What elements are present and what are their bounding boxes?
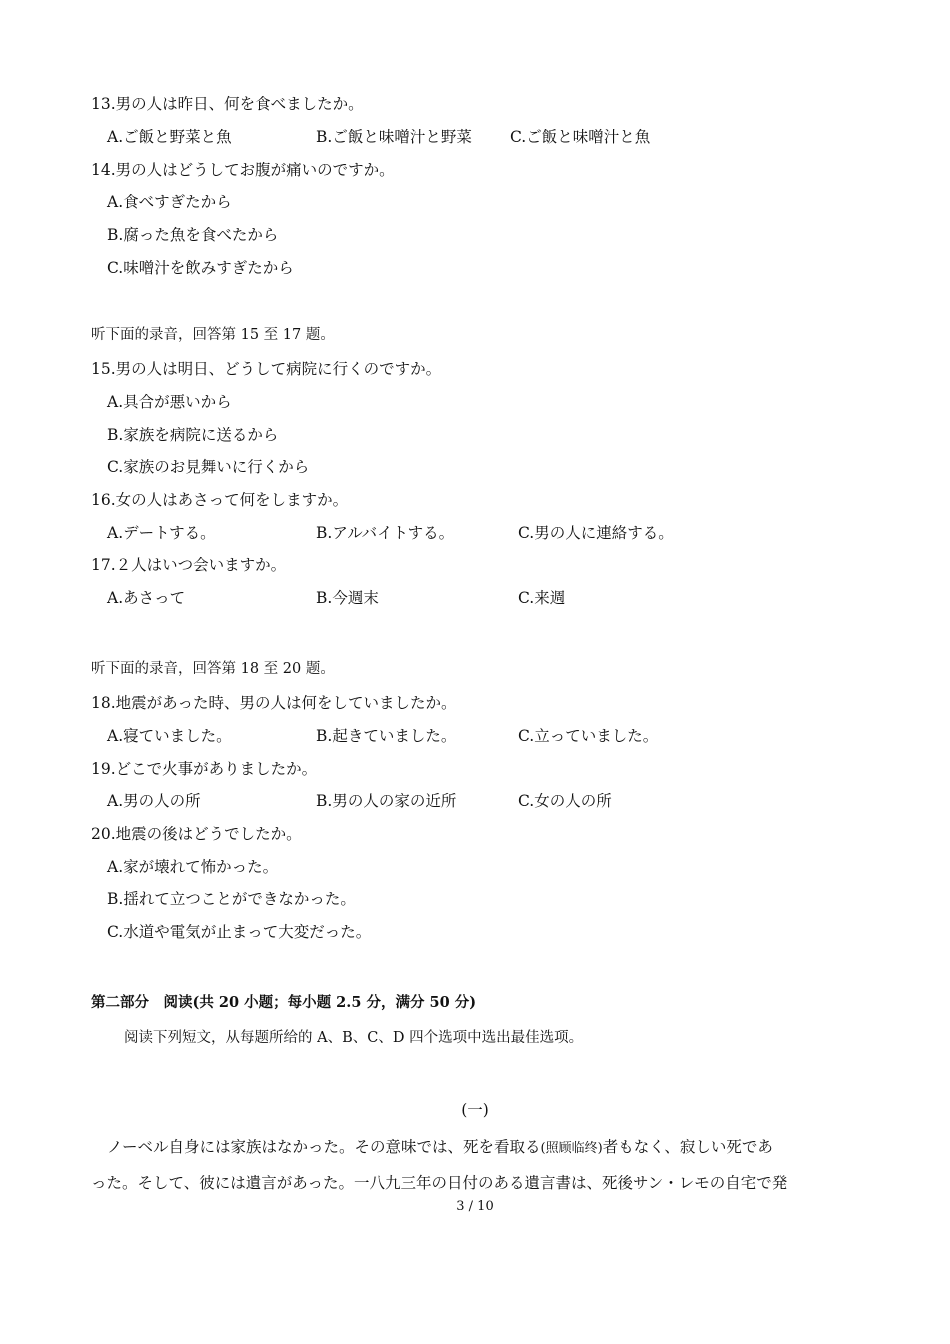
- question-14: 14.男の人はどうしてお腹が痛いのですか。: [91, 161, 395, 179]
- q20-option-c: C.水道や電気が止まって大変だった。: [107, 923, 372, 941]
- q16-option-a: A.デートする。: [107, 524, 216, 542]
- question-13: 13.男の人は昨日、何を食べましたか。: [91, 95, 364, 113]
- passage-line-1: [107, 1135, 773, 1157]
- q20-option-a: A.家が壊れて怖かった。: [107, 858, 279, 876]
- q13-option-b: B.ご飯と味噌汁と野菜: [316, 128, 472, 146]
- q14-option-a: A.食べすぎたから: [107, 193, 232, 211]
- q18-option-c: C.立っていました。: [518, 727, 659, 745]
- q18-option-b: B.起きていました。: [316, 727, 457, 745]
- section-title-reading: 第二部分 阅读(共 20 小题；每小题 2.5 分，满分 50 分): [91, 994, 477, 1011]
- q16-option-b: B.アルバイトする。: [316, 524, 455, 542]
- section-instruction: 阅读下列短文，从每题所给的 A、B、C、D 四个选项中选出最佳选项。: [124, 1030, 584, 1046]
- question-15: 15.男の人は明日、どうして病院に行くのですか。: [91, 360, 442, 378]
- q19-option-a: A.男の人の所: [107, 792, 201, 810]
- q13-option-c: C.ご飯と味噌汁と魚: [510, 128, 651, 146]
- question-18: 18.地震があった時、男の人は何をしていましたか。: [91, 694, 457, 712]
- passage-line-1-part-a: ノーベル自身には家族はなかった。その意味では、死を看取る: [107, 1138, 541, 1156]
- q18-option-a: A.寝ていました。: [107, 727, 232, 745]
- q15-option-a: A.具合が悪いから: [107, 393, 232, 411]
- passage-heading: (一): [461, 1101, 489, 1119]
- passage-line-1-part-b: 者もなく、寂しい死であ: [602, 1138, 773, 1156]
- question-20: 20.地震の後はどうでしたか。: [91, 825, 302, 843]
- q19-option-c: C.女の人の所: [518, 792, 612, 810]
- page-number: 3 / 10: [456, 1199, 494, 1214]
- passage-line-2: った。そして、彼には遺言があった。一八九三年の日付のある遺言書は、死後サン・レモの自宅で発: [91, 1174, 788, 1192]
- q15-option-c: C.家族のお見舞いに行くから: [107, 458, 310, 476]
- listening-instruction-18-20: 听下面的录音，回答第 18 至 20 题。: [91, 661, 335, 677]
- q19-option-b: B.男の人の家の近所: [316, 792, 457, 810]
- question-16: 16.女の人はあさって何をしますか。: [91, 491, 349, 509]
- question-19: 19.どこで火事がありましたか。: [91, 760, 318, 778]
- listening-instruction-15-17: 听下面的录音，回答第 15 至 17 题。: [91, 327, 335, 343]
- q17-option-c: C.来週: [518, 589, 566, 607]
- q17-option-b: B.今週末: [316, 589, 379, 607]
- q16-option-c: C.男の人に連絡する。: [518, 524, 674, 542]
- passage-line-1-annotation: (照顾临终): [540, 1141, 603, 1156]
- q20-option-b: B.揺れて立つことができなかった。: [107, 890, 356, 908]
- q15-option-b: B.家族を病院に送るから: [107, 426, 279, 444]
- q17-option-a: A.あさって: [107, 589, 186, 607]
- q14-option-b: B.腐った魚を食べたから: [107, 226, 279, 244]
- question-17: 17.２人はいつ会いますか。: [91, 556, 287, 574]
- q14-option-c: C.味噌汁を飲みすぎたから: [107, 259, 294, 277]
- q13-option-a: A.ご飯と野菜と魚: [107, 128, 232, 146]
